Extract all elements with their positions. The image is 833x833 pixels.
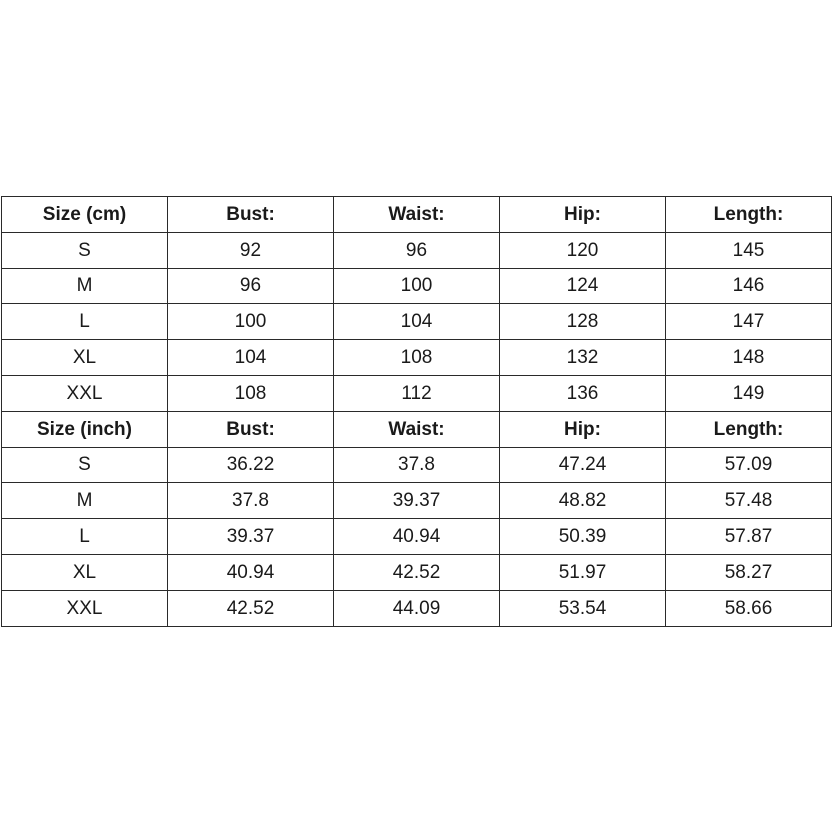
size-cell: XXL bbox=[2, 375, 168, 411]
waist-cell: 40.94 bbox=[334, 519, 500, 555]
length-cell: 57.87 bbox=[666, 519, 832, 555]
size-cell: L bbox=[2, 304, 168, 340]
header-waist: Waist: bbox=[334, 411, 500, 447]
waist-cell: 39.37 bbox=[334, 483, 500, 519]
hip-cell: 120 bbox=[500, 232, 666, 268]
hip-cell: 128 bbox=[500, 304, 666, 340]
hip-cell: 47.24 bbox=[500, 447, 666, 483]
length-cell: 149 bbox=[666, 375, 832, 411]
bust-cell: 96 bbox=[168, 268, 334, 304]
bust-cell: 104 bbox=[168, 340, 334, 376]
size-cell: S bbox=[2, 232, 168, 268]
size-cell: XL bbox=[2, 554, 168, 590]
table-row bbox=[2, 375, 832, 411]
cm-header-row bbox=[2, 197, 832, 233]
length-cell: 58.27 bbox=[666, 554, 832, 590]
hip-cell: 136 bbox=[500, 375, 666, 411]
header-bust: Bust: bbox=[168, 197, 334, 233]
header-length: Length: bbox=[666, 197, 832, 233]
table-row bbox=[2, 519, 832, 555]
bust-cell: 100 bbox=[168, 304, 334, 340]
size-cell: S bbox=[2, 447, 168, 483]
size-cell: M bbox=[2, 483, 168, 519]
inch-header-row bbox=[2, 411, 832, 447]
hip-cell: 48.82 bbox=[500, 483, 666, 519]
bust-cell: 108 bbox=[168, 375, 334, 411]
bust-cell: 42.52 bbox=[168, 590, 334, 626]
length-cell: 57.09 bbox=[666, 447, 832, 483]
table-row bbox=[2, 232, 832, 268]
table-row bbox=[2, 268, 832, 304]
hip-cell: 51.97 bbox=[500, 554, 666, 590]
header-size-cm: Size (cm) bbox=[2, 197, 168, 233]
bust-cell: 36.22 bbox=[168, 447, 334, 483]
size-cell: L bbox=[2, 519, 168, 555]
hip-cell: 50.39 bbox=[500, 519, 666, 555]
size-cell: M bbox=[2, 268, 168, 304]
length-cell: 58.66 bbox=[666, 590, 832, 626]
waist-cell: 96 bbox=[334, 232, 500, 268]
length-cell: 148 bbox=[666, 340, 832, 376]
bust-cell: 92 bbox=[168, 232, 334, 268]
header-hip: Hip: bbox=[500, 411, 666, 447]
size-cell: XL bbox=[2, 340, 168, 376]
hip-cell: 124 bbox=[500, 268, 666, 304]
length-cell: 57.48 bbox=[666, 483, 832, 519]
header-waist: Waist: bbox=[334, 197, 500, 233]
header-length: Length: bbox=[666, 411, 832, 447]
waist-cell: 108 bbox=[334, 340, 500, 376]
length-cell: 147 bbox=[666, 304, 832, 340]
table-row bbox=[2, 304, 832, 340]
waist-cell: 44.09 bbox=[334, 590, 500, 626]
bust-cell: 37.8 bbox=[168, 483, 334, 519]
bust-cell: 40.94 bbox=[168, 554, 334, 590]
table-row bbox=[2, 554, 832, 590]
length-cell: 145 bbox=[666, 232, 832, 268]
length-cell: 146 bbox=[666, 268, 832, 304]
table-row bbox=[2, 340, 832, 376]
size-chart-table bbox=[1, 196, 832, 627]
size-cell: XXL bbox=[2, 590, 168, 626]
header-bust: Bust: bbox=[168, 411, 334, 447]
table-row bbox=[2, 483, 832, 519]
waist-cell: 42.52 bbox=[334, 554, 500, 590]
hip-cell: 53.54 bbox=[500, 590, 666, 626]
waist-cell: 100 bbox=[334, 268, 500, 304]
hip-cell: 132 bbox=[500, 340, 666, 376]
table-row bbox=[2, 447, 832, 483]
header-size-inch: Size (inch) bbox=[2, 411, 168, 447]
table-row bbox=[2, 590, 832, 626]
waist-cell: 112 bbox=[334, 375, 500, 411]
bust-cell: 39.37 bbox=[168, 519, 334, 555]
header-hip: Hip: bbox=[500, 197, 666, 233]
waist-cell: 37.8 bbox=[334, 447, 500, 483]
waist-cell: 104 bbox=[334, 304, 500, 340]
